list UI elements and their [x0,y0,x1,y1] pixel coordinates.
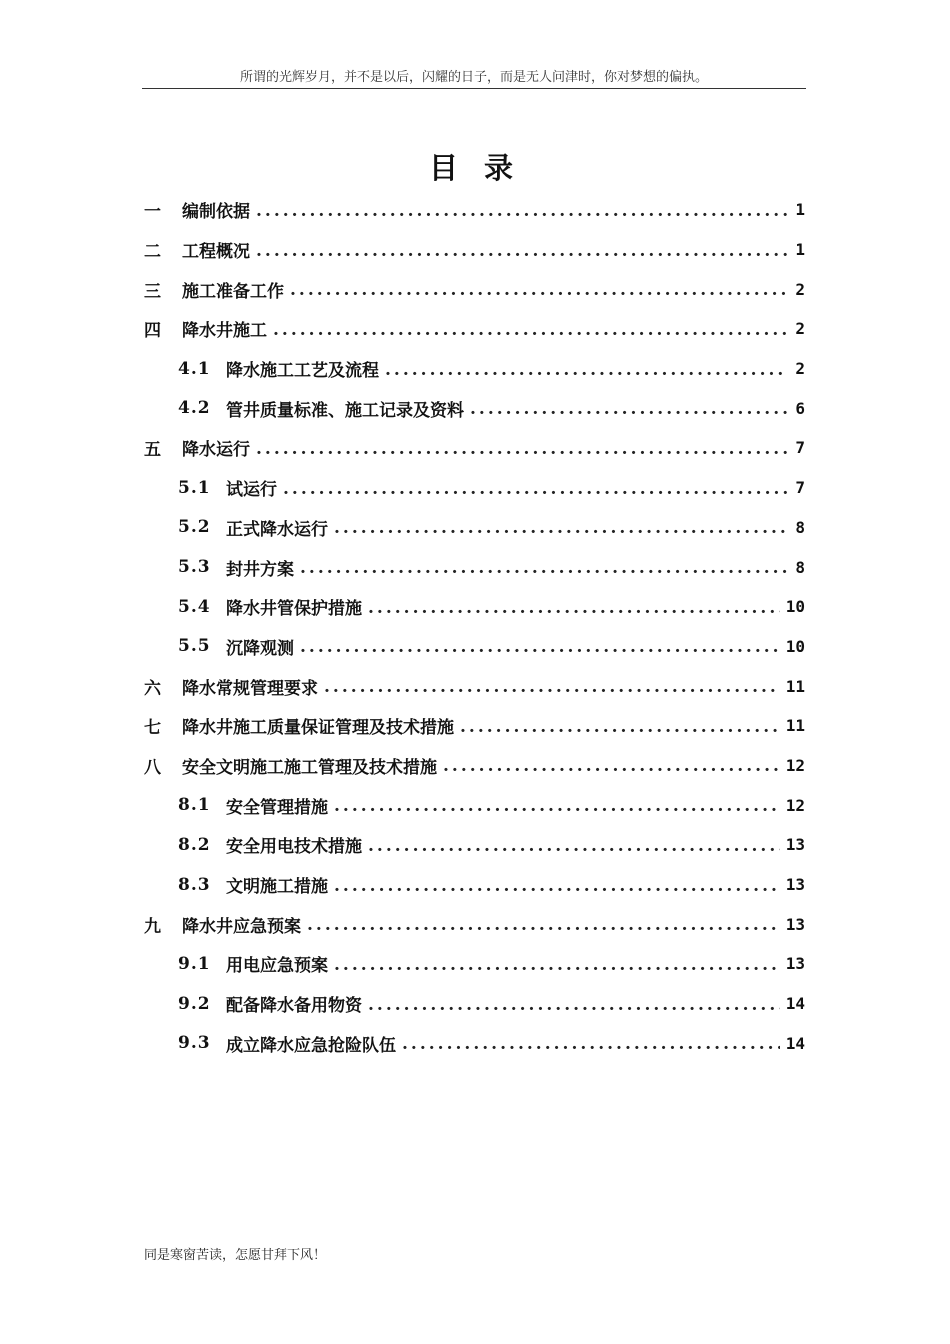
header-divider [142,88,806,89]
toc-entry-6[interactable] [144,666,805,706]
toc-leader-dots [334,955,780,975]
toc-leader-dots [368,598,780,618]
toc-entry-number: 四 [144,321,161,342]
toc-entry-5-3[interactable] [144,547,805,587]
toc-entry-page: 1 [795,240,805,260]
toc-leader-dots [256,241,787,261]
toc-entry-page: 6 [795,398,805,418]
toc-leader-dots [368,995,780,1015]
toc-entry-label: 降水井应急预案 [182,916,301,937]
page-footer-text: 同是寒窗苦读，怎愿甘拜下风！ [144,1248,327,1263]
toc-entry-page: 1 [795,200,805,220]
toc-entry-number: 5.2 [178,517,211,538]
toc-entry-number: 9.1 [178,953,211,974]
toc-entry-number: 五 [144,440,161,461]
toc-entry-5-4[interactable] [144,587,805,627]
toc-entry-number: 4.1 [178,358,211,379]
toc-entry-page: 8 [795,517,805,537]
toc-entry-number: 一 [144,202,161,223]
toc-entry-3[interactable] [144,269,805,309]
toc-entry-8-2[interactable] [144,825,805,865]
toc-entry-page: 13 [785,914,805,934]
toc-entry-label: 正式降水运行 [226,519,328,540]
toc-entry-9-3[interactable] [144,1023,805,1063]
toc-leader-dots [443,756,780,776]
toc-entry-page: 14 [785,1033,805,1053]
toc-entry-label: 成立降水应急抢险队伍 [226,1035,396,1056]
toc-entry-number: 三 [144,281,161,302]
toc-leader-dots [368,836,780,856]
toc-entry-label: 文明施工措施 [226,877,328,898]
toc-leader-dots [470,399,787,419]
toc-entry-page: 7 [795,438,805,458]
toc-entry-number: 八 [144,757,161,778]
toc-leader-dots [402,1034,780,1054]
toc-entry-label: 封井方案 [226,559,294,580]
toc-entry-label: 降水井施工质量保证管理及技术措施 [182,718,454,739]
page-header-text: 所谓的光辉岁月，并不是以后，闪耀的日子，而是无人问津时，你对梦想的偏执。 [239,70,708,85]
toc-leader-dots [283,479,787,499]
toc-entry-label: 降水常规管理要求 [182,678,318,699]
toc-leader-dots [300,637,780,657]
toc-entry-number: 5.3 [178,557,211,578]
table-of-contents [144,190,805,1063]
toc-leader-dots [256,201,787,221]
toc-leader-dots [290,280,787,300]
toc-entry-page: 12 [785,795,805,815]
toc-leader-dots [307,915,780,935]
toc-entry-label: 降水井管保护措施 [226,599,362,620]
toc-entry-page: 10 [785,636,805,656]
toc-entry-label: 用电应急预案 [226,956,328,977]
toc-entry-page: 2 [795,359,805,379]
toc-entry-label: 试运行 [226,480,277,501]
toc-entry-page: 13 [785,835,805,855]
toc-entry-page: 2 [795,319,805,339]
toc-entry-8-1[interactable] [144,785,805,825]
toc-entry-number: 8.1 [178,795,211,816]
toc-entry-9[interactable] [144,904,805,944]
toc-entry-label: 安全文明施工施工管理及技术措施 [182,757,437,778]
toc-entry-number: 9.3 [178,1033,211,1054]
toc-entry-9-2[interactable] [144,984,805,1024]
toc-entry-page: 12 [785,755,805,775]
toc-entry-number: 8.3 [178,874,211,895]
toc-entry-label: 施工准备工作 [182,281,284,302]
toc-entry-page: 11 [785,676,805,696]
toc-entry-8[interactable] [144,746,805,786]
toc-entry-label: 沉降观测 [226,638,294,659]
toc-entry-number: 8.2 [178,834,211,855]
toc-leader-dots [334,876,780,896]
toc-leader-dots [273,320,787,340]
toc-entry-page: 13 [785,954,805,974]
toc-entry-label: 安全管理措施 [226,797,328,818]
toc-entry-4-2[interactable] [144,388,805,428]
toc-entry-page: 7 [795,478,805,498]
toc-entry-7[interactable] [144,706,805,746]
toc-entry-page: 11 [785,716,805,736]
toc-entry-number: 七 [144,718,161,739]
toc-title: 目 录 [428,151,522,185]
toc-leader-dots [385,360,787,380]
toc-leader-dots [334,518,787,538]
toc-entry-page: 14 [785,994,805,1014]
toc-entry-9-1[interactable] [144,944,805,984]
toc-entry-5[interactable] [144,428,805,468]
toc-entry-number: 5.4 [178,596,211,617]
toc-entry-label: 降水施工工艺及流程 [226,361,379,382]
toc-entry-label: 安全用电技术措施 [226,837,362,858]
toc-entry-number: 9.2 [178,993,211,1014]
toc-entry-5-5[interactable] [144,627,805,667]
toc-entry-number: 六 [144,678,161,699]
toc-entry-label: 降水运行 [182,440,250,461]
toc-entry-4-1[interactable] [144,349,805,389]
toc-entry-label: 配备降水备用物资 [226,996,362,1017]
toc-leader-dots [300,558,787,578]
toc-entry-number: 4.2 [178,398,211,419]
toc-entry-1[interactable] [144,190,805,230]
toc-entry-5-1[interactable] [144,468,805,508]
toc-leader-dots [256,439,787,459]
toc-entry-8-3[interactable] [144,865,805,905]
toc-entry-label: 管井质量标准、施工记录及资料 [226,400,464,421]
toc-entry-label: 编制依据 [182,202,250,223]
toc-entry-page: 8 [795,557,805,577]
toc-entry-page: 10 [785,597,805,617]
toc-entry-5-2[interactable] [144,508,805,548]
toc-entry-4[interactable] [144,309,805,349]
toc-entry-number: 九 [144,916,161,937]
toc-leader-dots [324,677,780,697]
toc-entry-page: 2 [795,279,805,299]
toc-entry-page: 13 [785,875,805,895]
toc-entry-number: 5.1 [178,477,211,498]
toc-leader-dots [334,796,780,816]
toc-entry-label: 工程概况 [182,242,250,263]
toc-leader-dots [460,717,780,737]
toc-entry-number: 二 [144,242,161,263]
toc-entry-number: 5.5 [178,636,211,657]
toc-entry-label: 降水井施工 [182,321,267,342]
toc-entry-2[interactable] [144,230,805,270]
